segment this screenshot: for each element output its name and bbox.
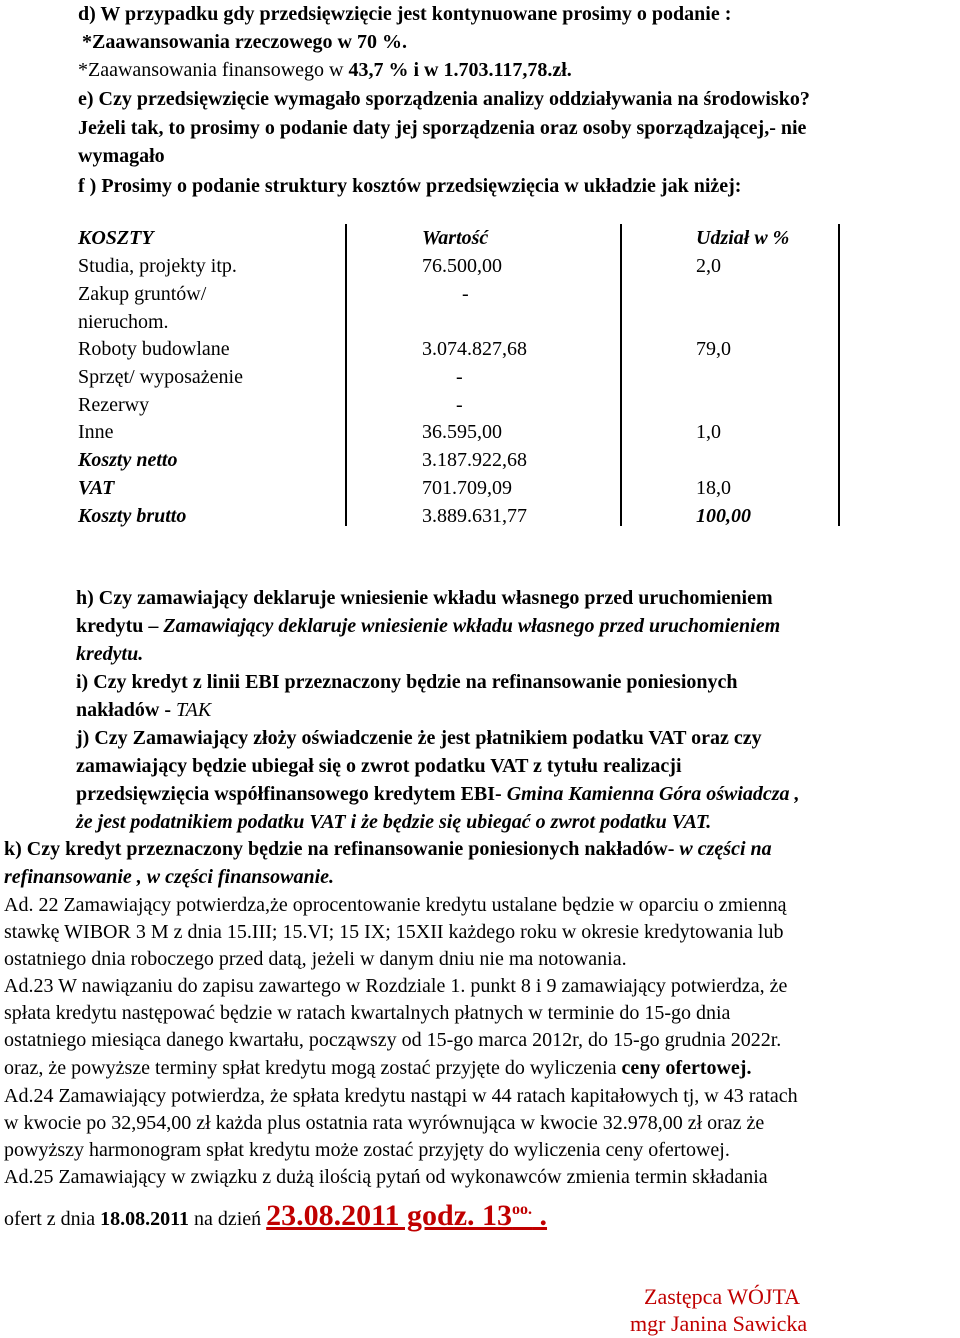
row-share: 100,00 [696, 505, 751, 527]
section-k-question: k) Czy kredyt przeznaczony będzie na refinansowanie poniesionych nakładów- [4, 838, 680, 860]
new-deadline-end: . [532, 1199, 548, 1232]
section-h-answer-end: kredytu. [76, 643, 144, 665]
row-value: 3.074.827,68 [422, 338, 527, 360]
signature-name: mgr Janina Sawicka [630, 1311, 808, 1336]
header-costs: KOSZTY [78, 227, 154, 249]
section-j-line2: zamawiający będzie ubiegał się o zwrot podatku VAT z tytułu realizacji [76, 755, 682, 777]
section-i-answer [76, 697, 211, 723]
row-value: 3.889.631,77 [422, 505, 527, 527]
header-value: Wartość [422, 227, 489, 249]
section-j-heading: j) Czy Zamawiający złoży oświadczenie że jest płatnikiem podatku VAT oraz czy [76, 727, 762, 749]
row-name: Zakup gruntów/ [78, 283, 207, 305]
ad24-line3: powyższy harmonogram spłat kredytu może zostać przyjęty do wyliczenia ceny ofertowej. [4, 1139, 730, 1161]
financial-progress-value: 43,7 % i w 1.703.117,78.zł. [348, 59, 572, 81]
row-share: 1,0 [696, 421, 721, 443]
row-share: 18,0 [696, 477, 731, 499]
section-k-heading [4, 836, 772, 862]
row-value: - [462, 283, 469, 305]
section-d-material-progress: *Zaawansowania rzeczowego w 70 %. [82, 31, 407, 53]
ad25-line1: Ad.25 Zamawiający w związku z dużą ilością pytań od wykonawców zmienia termin składania [4, 1166, 768, 1188]
row-value: 36.595,00 [422, 421, 502, 443]
section-i-question-end: nakładów - [76, 699, 177, 721]
row-value: 76.500,00 [422, 255, 502, 277]
section-j-line3 [76, 781, 800, 807]
row-name: Sprzęt/ wyposażenie [78, 366, 243, 388]
section-f-heading: f ) Prosimy o podanie struktury kosztów przedsięwzięcia w układzie jak niżej: [78, 175, 742, 197]
ad23-offer-price: ceny ofertowej. [621, 1057, 752, 1079]
section-i-answer-text: TAK [176, 699, 212, 721]
section-h-question-end: kredytu – [76, 615, 164, 637]
row-value: 3.187.922,68 [422, 449, 527, 471]
row-share: 79,0 [696, 338, 731, 360]
row-value: - [456, 366, 463, 388]
section-k-answer-text: w części na [679, 838, 772, 860]
ad24-line2: w kwocie po 32,954,00 zł każda plus ostatnia rata wyrównująca w kwocie 32.978,00 zł oraz że [4, 1112, 765, 1134]
ad23-line4-text: oraz, że powyższe terminy spłat kredytu mogą zostać przyjęte do wyliczenia [4, 1057, 622, 1079]
new-deadline-minutes: oo. [512, 1201, 533, 1218]
new-deadline [266, 1199, 547, 1232]
ad23-line3: ostatniego miesiąca danego kwartału, począwszy od 15-go marca 2012r, do 15-go grudnia 2022r. [4, 1029, 782, 1051]
row-name: nieruchom. [78, 311, 169, 333]
row-name: Rezerwy [78, 394, 150, 416]
row-name: Roboty budowlane [78, 338, 230, 360]
signature-title: Zastępca WÓJTA [644, 1284, 801, 1309]
row-name: Inne [78, 421, 114, 443]
row-value: - [456, 394, 463, 416]
section-d-heading: d) W przypadku gdy przedsięwzięcie jest kontynuowane prosimy o podanie : [78, 3, 732, 25]
new-deadline-date: 23.08.2011 godz. 13 [266, 1199, 513, 1232]
section-j-question-end: przedsięwzięcia współfinansowego kredytem EBI- [76, 783, 507, 805]
row-share: 2,0 [696, 255, 721, 277]
old-deadline: 18.08.2011 [100, 1208, 189, 1230]
section-e-answer: wymagało [78, 145, 165, 167]
section-k-answer-end: refinansowanie , w części finansowanie. [4, 866, 335, 888]
section-j-answer-text: Gmina Kamienna Góra oświadcza , [506, 783, 800, 805]
table-divider [620, 224, 622, 526]
table-divider [345, 224, 347, 526]
financial-progress-label: *Zaawansowania finansowego w [78, 59, 349, 81]
section-h-answer-text: Zamawiający deklaruje wniesienie wkładu własnego przed uruchomieniem [163, 615, 781, 637]
ad25-text-c: na dzień [188, 1208, 267, 1230]
ad22-line1: Ad. 22 Zamawiający potwierdza,że oprocentowanie kredytu ustalane będzie w oparciu o zmienną [4, 894, 787, 916]
header-share: Udział w % [696, 227, 790, 249]
ad25-line2 [4, 1192, 547, 1237]
ad23-line2: spłata kredytu następować będzie w ratach kwartalnych płatnych w terminie do 15-go dnia [4, 1002, 731, 1024]
ad23-line1: Ad.23 W nawiązaniu do zapisu zawartego w Rozdziale 1. punkt 8 i 9 zamawiający potwierdza, że [4, 975, 788, 997]
row-name: VAT [78, 477, 115, 499]
section-j-answer-end: że jest podatnikiem podatku VAT i że będzie się ubiegać o zwrot podatku VAT. [76, 811, 712, 833]
row-value: 701.709,09 [422, 477, 512, 499]
ad22-line3: ostatniego dnia roboczego przed datą, jeżeli w danym dniu nie ma notowania. [4, 948, 627, 970]
ad22-line2: stawkę WIBOR 3 M z dnia 15.III; 15.VI; 15 IX; 15XII każdego roku w okresie kredytowania lub [4, 921, 784, 943]
row-name: Studia, projekty itp. [78, 255, 237, 277]
row-name: Koszty netto [78, 449, 178, 471]
section-e-detail: Jeżeli tak, to prosimy o podanie daty jej sporządzenia oraz osoby sporządzającej,- nie [78, 117, 807, 139]
section-d-financial-progress [78, 57, 572, 83]
table-divider [838, 224, 840, 526]
section-i-heading: i) Czy kredyt z linii EBI przeznaczony będzie na refinansowanie poniesionych [76, 671, 738, 693]
section-e-heading: e) Czy przedsięwzięcie wymagało sporządzenia analizy oddziaływania na środowisko? [78, 88, 810, 110]
section-h-heading: h) Czy zamawiający deklaruje wniesienie wkładu własnego przed uruchomieniem [76, 587, 773, 609]
ad25-text-a: ofert z dnia [4, 1208, 101, 1230]
row-name: Koszty brutto [78, 505, 187, 527]
section-h-answer [76, 613, 780, 639]
ad24-line1: Ad.24 Zamawiający potwierdza, że spłata kredytu nastąpi w 44 ratach kapitałowych tj, w 43 ratach [4, 1085, 798, 1107]
ad23-line4 [4, 1055, 751, 1081]
